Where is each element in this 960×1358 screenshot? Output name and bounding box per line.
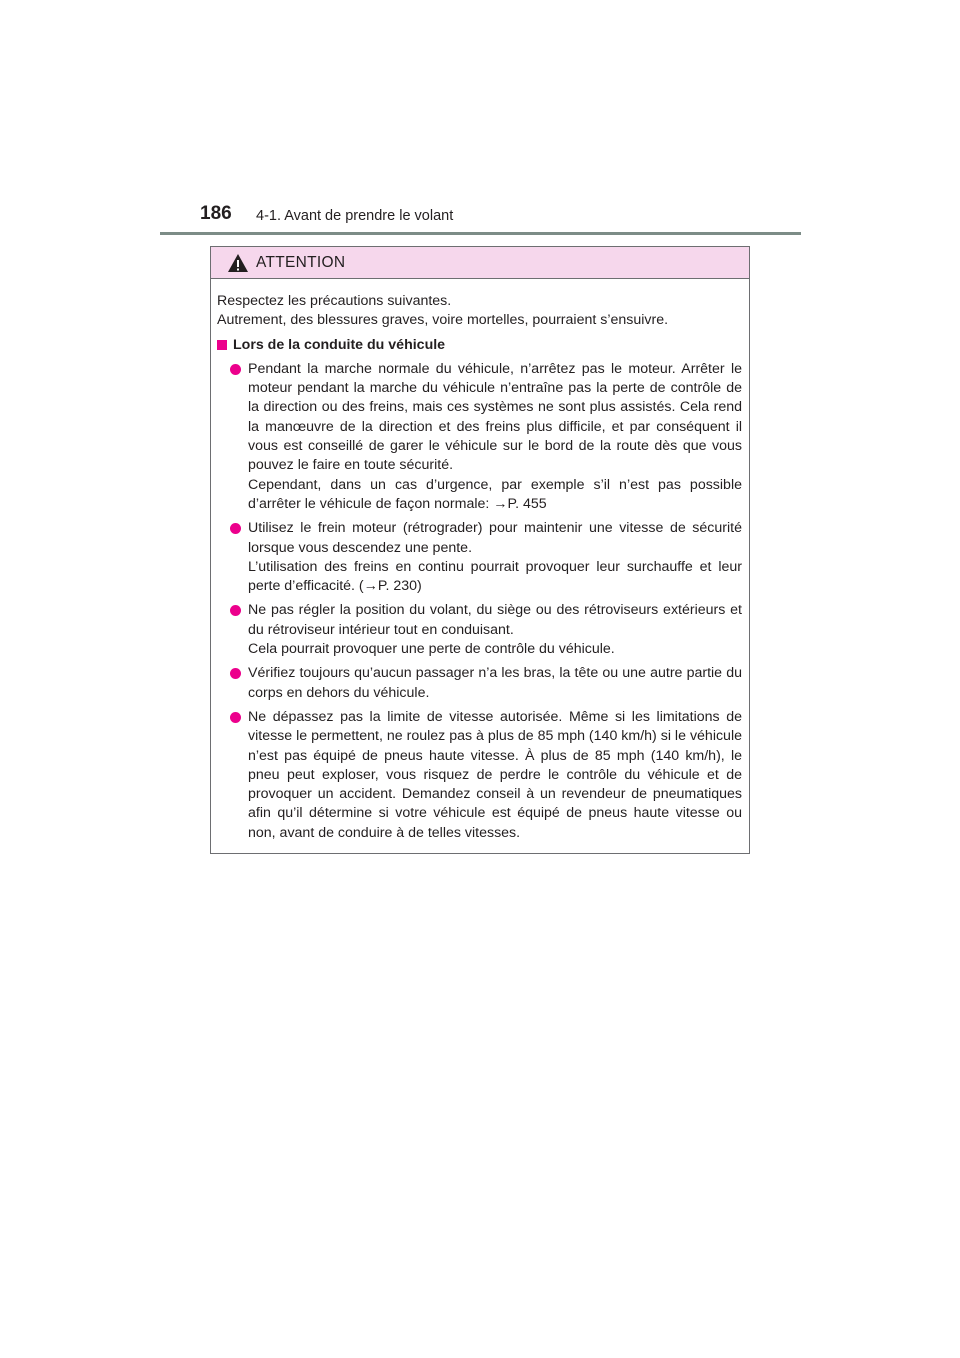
- subsection-heading: [217, 336, 742, 355]
- header-rule: [160, 232, 801, 235]
- round-bullet-icon: [230, 712, 241, 723]
- round-bullet-icon: [230, 364, 241, 375]
- item-paragraph: L’utilisation des freins en continu pourrait provoquer leur surchauffe et leur perte d’efficacité. (→P. 230): [248, 558, 742, 595]
- list-item: [217, 360, 742, 514]
- list-item: [217, 601, 742, 659]
- item-paragraph: Pendant la marche normale du véhicule, n’arrêtez pas le moteur. Arrêter le moteur pendant la marche du véhicule n’entraîne pas la perte de contrôle de la direction ou des freins, mais ces systèmes ne sont plus assistés. Cela rend la manœuvre de la direction et des freins plus difficile, et par conséquent il vous est conseillé de garer le véhicule sur le bord de la route dès que vous pouvez le faire en toute sécurité.: [248, 360, 742, 474]
- list-item: [217, 519, 742, 596]
- item-paragraph: Cependant, dans un cas d’urgence, par exemple s’il n’est pas possible d’arrêter le véhicule de façon normale: →P. 455: [248, 476, 742, 512]
- item-paragraph: Cela pourrait provoquer une perte de contrôle du véhicule.: [248, 641, 615, 658]
- list-item: [217, 708, 742, 843]
- intro-line: Respectez les précautions suivantes.: [217, 293, 452, 309]
- item-paragraph: Utilisez le frein moteur (rétrograder) pour maintenir une vitesse de sécurité lorsque vous descendez une pente.: [248, 520, 742, 556]
- warning-body: [211, 279, 749, 843]
- warning-title: ATTENTION: [256, 253, 346, 271]
- intro-line: Autrement, des blessures graves, voire mortelles, pourraient s’ensuivre.: [217, 312, 669, 329]
- section-title: 4-1. Avant de prendre le volant: [256, 208, 454, 224]
- round-bullet-icon: [230, 668, 241, 679]
- warning-list: [217, 360, 742, 843]
- list-item: [217, 664, 742, 703]
- warning-box: [210, 246, 750, 854]
- warning-intro: [217, 292, 742, 331]
- square-bullet-icon: [217, 340, 227, 350]
- round-bullet-icon: [230, 523, 241, 534]
- item-paragraph: Ne pas régler la position du volant, du siège ou des rétroviseurs extérieurs et du rétroviseur intérieur tout en conduisant.: [248, 602, 742, 638]
- warning-triangle-icon: [227, 253, 249, 273]
- subsection-title: Lors de la conduite du véhicule: [233, 336, 446, 353]
- page-number: 186: [200, 203, 232, 224]
- item-paragraph: Ne dépassez pas la limite de vitesse autorisée. Même si les limitations de vitesse le permettent, ne roulez pas à plus de 85 mph (140 km/h) si le véhicule n’est pas équipé de pneus haute vitesse. À plus de 85 mph (140 km/h), le pneu peut exploser, vous risquez de perdre le contrôle du véhicule et de provoquer un accident. Demandez conseil à un revendeur de pneumatiques afin qu’il détermine si votre véhicule est équipé de pneus haute vitesse ou non, avant de conduire à de telles vitesses.: [248, 708, 742, 841]
- warning-header: [211, 247, 749, 279]
- round-bullet-icon: [230, 605, 241, 616]
- item-paragraph: Vérifiez toujours qu’aucun passager n’a les bras, la tête ou une autre partie du corps en dehors du véhicule.: [248, 665, 742, 701]
